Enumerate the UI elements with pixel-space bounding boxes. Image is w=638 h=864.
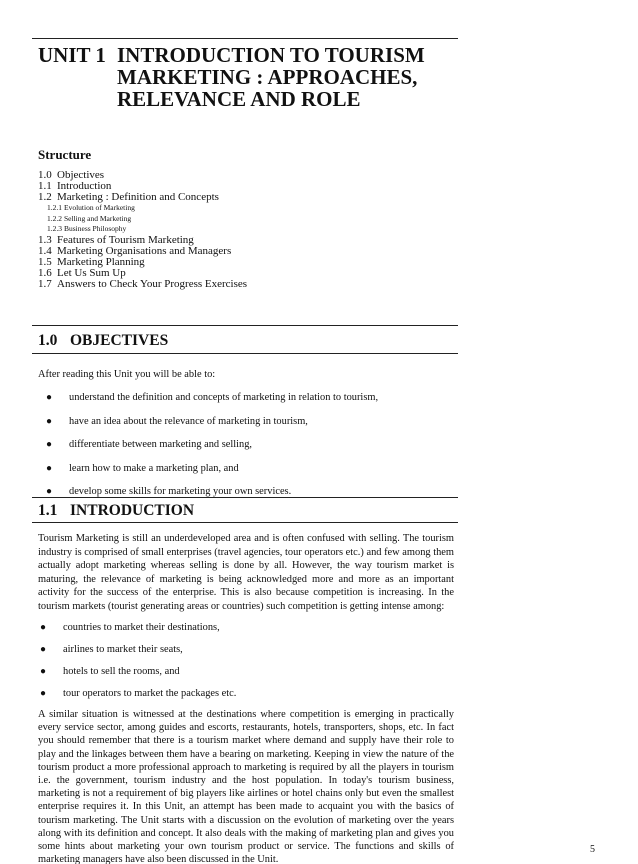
toc-number: 1.7 [38, 277, 52, 290]
bullet-icon: ● [40, 666, 47, 677]
section-title: OBJECTIVES [70, 332, 169, 349]
toc-number: 1.2 [38, 190, 52, 203]
toc-label: Objectives [57, 169, 105, 181]
toc-label: Features of Tourism Marketing [57, 234, 194, 247]
list-item [46, 416, 456, 440]
toc-item [38, 192, 458, 203]
section-rule [32, 522, 458, 523]
list-item-text: learn how to make a marketing plan, and [69, 462, 239, 474]
list-item-text: countries to market their destinations, [63, 622, 220, 633]
list-item [46, 439, 456, 463]
bullet-icon: ● [40, 622, 47, 633]
bullet-icon: ● [40, 688, 47, 699]
toc-number: 1.6 [38, 267, 52, 280]
list-item-text: tour operators to market the packages etc. [63, 688, 237, 699]
unit-label: UNIT 1 [38, 43, 106, 67]
toc-number: 1.4 [38, 245, 52, 258]
toc-number: 1.2.3 [47, 224, 62, 234]
objectives-list [46, 392, 456, 510]
bullet-icon: ● [46, 415, 53, 427]
section-rule [32, 497, 458, 498]
toc-number: 1.0 [38, 169, 52, 181]
list-item [46, 392, 456, 416]
toc-subitem [38, 214, 458, 225]
section-rule [32, 325, 458, 326]
objectives-lead: After reading this Unit you will be able to: [38, 369, 216, 380]
bullet-icon: ● [40, 644, 47, 655]
section-number: 1.0 [38, 332, 58, 349]
section-heading-objectives [38, 332, 168, 350]
section-rule [32, 353, 458, 354]
list-item-text: understand the definition and concepts of marketing in relation to tourism, [69, 392, 379, 403]
list-item [40, 622, 450, 644]
introduction-paragraph: Tourism Marketing is still an underdeveloped area and is often confused with selling. The tourism industry is comprised of small enterprises (travel agencies, tour operators etc.) and few among them actually adopt marketing whereas selling is done by all. However, the way tourism market is maturing, the relevance of marketing is being acknowledged more and more as an important activity for the success of the enterprise. This is also because competition is increasing. In the tourism markets (tourist generating areas or countries) such competition is getting intense among: [38, 533, 454, 612]
bullet-icon: ● [46, 462, 53, 474]
list-item-text: airlines to market their seats, [63, 644, 183, 655]
toc-number: 1.5 [38, 256, 52, 269]
toc-label: Answers to Check Your Progress Exercises [57, 277, 248, 290]
toc-number: 1.2.2 [47, 213, 62, 223]
toc-subitem [38, 203, 458, 214]
toc-label: Marketing Organisations and Managers [57, 245, 232, 258]
toc-label: Selling and Marketing [64, 213, 132, 223]
toc-label: Business Philosophy [64, 224, 127, 234]
list-item-text: develop some skills for marketing your own services. [69, 486, 292, 497]
unit-title-line: RELEVANCE AND ROLE [117, 87, 361, 111]
unit-title [117, 44, 477, 110]
list-item-text: hotels to sell the rooms, and [63, 666, 180, 677]
toc-label: Evolution of Marketing [64, 202, 135, 212]
toc-label: Marketing : Definition and Concepts [57, 190, 219, 203]
list-item [46, 463, 456, 487]
list-item-text: differentiate between marketing and selling, [69, 439, 253, 450]
toc-label: Let Us Sum Up [57, 267, 126, 280]
toc-item [38, 279, 458, 290]
toc-number: 1.2.1 [47, 202, 62, 212]
introduction-list [40, 622, 450, 710]
toc-label: Introduction [57, 179, 112, 192]
list-item-text: have an idea about the relevance of marketing in tourism, [69, 415, 308, 427]
toc-number: 1.3 [38, 234, 52, 247]
section-title: INTRODUCTION [70, 502, 195, 519]
bullet-icon: ● [46, 392, 53, 403]
list-item [40, 688, 450, 710]
unit-title-line: MARKETING : APPROACHES, [117, 65, 418, 89]
list-item [40, 666, 450, 688]
section-number: 1.1 [38, 502, 58, 519]
introduction-paragraph: A similar situation is witnessed at the destinations where competition is emerging in practically every service sector, among guides and escorts, restaurants, hotels, transporters, shops, etc. In fact you should remember that there is a tourism market where demand and supply have their role to play and the linkages between them have a bearing on marketing. Keeping in view the nature of the tourism product a more professional approach to marketing is required by all the players in tourism i.e. the government, tourism industry and the host population. In today's tourism business, marketing is not a requirement of big players like airlines or hotel chains only but even the smallest enterprise requires it. In this Unit, an attempt has been made to acquaint you with the basics of tourism marketing. The Unit starts with a discussion on the evolution of marketing over the years along with its definition and concept. It also deals with the making of marketing plan and gives you some hints about marketing your own tourism product or service. The functions and skills of marketing managers have also been discussed in the Unit. [38, 709, 454, 864]
toc-number: 1.1 [38, 179, 52, 192]
structure-title: Structure [38, 147, 92, 162]
table-of-contents [38, 170, 458, 290]
unit-title-line: INTRODUCTION TO TOURISM [117, 43, 425, 67]
section-heading-introduction [38, 502, 194, 520]
list-item [40, 644, 450, 666]
page-number: 5 [590, 844, 595, 855]
bullet-icon: ● [46, 486, 53, 497]
toc-label: Marketing Planning [57, 256, 145, 269]
bullet-icon: ● [46, 439, 53, 450]
top-rule [32, 38, 458, 39]
